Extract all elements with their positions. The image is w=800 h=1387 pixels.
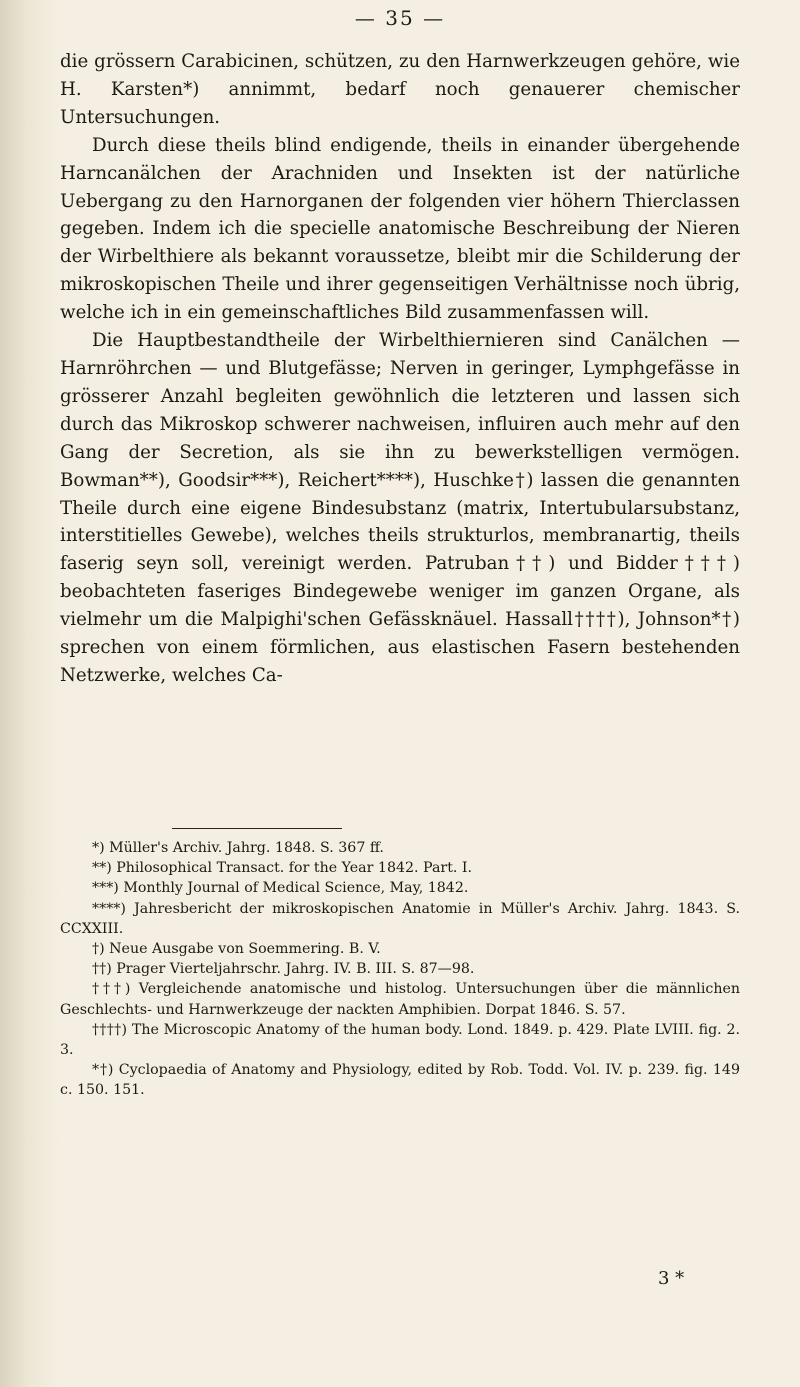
footnote: †) Neue Ausgabe von Soemmering. B. V. <box>92 941 381 958</box>
signature-mark: 3 * <box>658 1268 685 1289</box>
footnote: *) Müller's Archiv. Jahrg. 1848. S. 367 ff. <box>92 840 384 856</box>
footnote: ††††) The Microscopic Anatomy of the human body. Lond. 1849. p. 429. Plate LVIII. fig. 2. 3. <box>60 1021 740 1059</box>
footnotes <box>60 838 740 1101</box>
footnote: *†) Cyclopaedia of Anatomy and Physiology, edited by Rob. Todd. Vol. IV. p. 239. fig. 149 c. 150. 151. <box>60 1062 740 1099</box>
footnote: ****) Jahresbericht der mikroskopischen Anatomie in Müller's Archiv. Jahrg. 1843. S. CCXXIII. <box>60 900 740 937</box>
footnote: ***) Monthly Journal of Medical Science, May, 1842. <box>92 880 469 897</box>
paragraph-2: Durch diese theils blind endigende, theils in einander übergehende Harncanälchen der Arachniden und Insekten ist der natürliche Uebergang zu den Harnorganen der folgenden vier höhern Thierclassen gegeben. Indem ich die specielle anatomische Beschreibung der Nieren der Wirbelthiere als bekannt voraussetze, bleibt mir die Schilderung der mikroskopischen Theile und ihrer gegenseitigen Verhältnisse noch übrig, welche ich in ein gemeinschaftliches Bild zusammenfassen will. <box>60 134 740 324</box>
paragraph-1: die grössern Carabicinen, schützen, zu den Harnwerkzeugen gehöre, wie H. Karsten*) annimmt, bedarf noch genauerer chemischer Untersuchungen. <box>60 51 740 128</box>
footnote: †††) Vergleichende anatomische und histolog. Untersuchungen über die männlichen Geschlechts- und Harnwerkzeuge der nackten Amphibien. Dorpat 1846. S. 57. <box>60 981 740 1018</box>
footnote: **) Philosophical Transact. for the Year 1842. Part. I. <box>92 860 473 877</box>
paragraph-3: Die Hauptbestandtheile der Wirbelthiernieren sind Canälchen — Harnröhrchen — und Blutgefässe; Nerven in geringer, Lymphgefässe in grösserer Anzahl begleiten gewöhnlich die letzteren und lassen sich durch das Mikroskop schwerer nachweisen, influiren auch mehr auf den Gang der Secretion, als sie ihn zu bewerkstelligen vermögen. Bowman**), Goodsir***), Reichert****), Huschke†) lassen die genannten Theile durch eine eigene Bindesubstanz (matrix, Intertubularsubstanz, interstitielles Gewebe), welches theils strukturlos, membranartig, theils faserig seyn soll, vereinigt werden. Patruban††) und Bidder†††) beobachteten faseriges Bindegewebe weniger im ganzen Organe, als vielmehr um die Malpighi'schen Gefässknäuel. Hassall††††), Johnson*†) sprechen von einem förmlichen, aus elastischen Fasern bestehenden Netzwerke, welches Ca- <box>60 330 740 686</box>
footnote-divider <box>172 828 342 829</box>
footnote: ††) Prager Vierteljahrschr. Jahrg. IV. B. III. S. 87—98. <box>92 961 475 978</box>
main-text <box>60 48 740 690</box>
page-number: — 35 — <box>354 6 446 30</box>
